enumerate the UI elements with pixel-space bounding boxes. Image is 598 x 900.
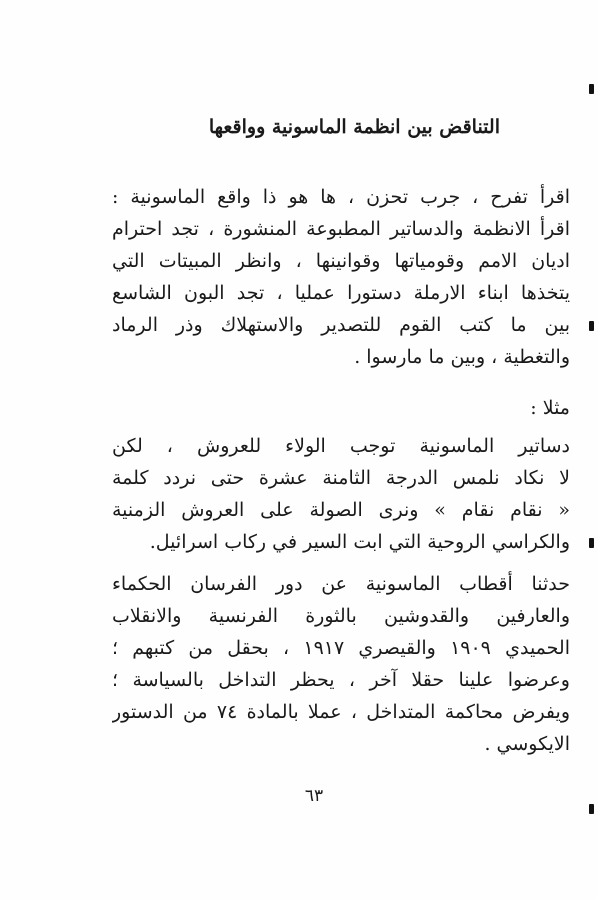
text-line: دساتير الماسونية توجب الولاء للعروش ، لكن bbox=[112, 435, 570, 457]
margin-mark bbox=[589, 321, 594, 331]
text-line: والعارفين والقدوشين بالثورة الفرنسية والانقلاب bbox=[112, 605, 570, 627]
text-line: لا نكاد نلمس الدرجة الثامنة عشرة حتى نردد كلمة bbox=[112, 467, 570, 489]
text-line: والتغطية ، وبين ما مارسوا . bbox=[354, 346, 570, 368]
text-line: وعرضوا علينا حقلا آخر ، يحظر التداخل بالسياسة ؛ bbox=[112, 669, 570, 691]
text-line: ويفرض محاكمة المتداخل ، عملا بالمادة ٧٤ من الدستور bbox=[112, 701, 570, 723]
text-line: اقرأ تفرح ، جرب تحزن ، ها هو ذا واقع الماسونية : bbox=[112, 186, 570, 208]
text-line: الحميدي ١٩٠٩ والقيصري ١٩١٧ ، بحقل من كتبهم ؛ bbox=[112, 637, 570, 659]
page-number: ٦٣ bbox=[304, 786, 324, 806]
text-line: « نقام نقام » ونرى الصولة على العروش الزمنية bbox=[112, 499, 570, 521]
text-line: اديان الامم وقومياتها وقوانينها ، وانظر المبيتات التي bbox=[112, 250, 570, 272]
text-line: الايكوسي . bbox=[484, 733, 570, 755]
text-line: والكراسي الروحية التي ابت السير في ركاب اسرائيل. bbox=[149, 531, 570, 553]
text-line: يتخذها ابناء الارملة دستورا عمليا ، تجد البون الشاسع bbox=[112, 282, 570, 304]
text-line: بين ما كتب القوم للتصدير والاستهلاك وذر الرماد bbox=[112, 314, 570, 336]
text-line: مثلا : bbox=[530, 397, 570, 419]
margin-mark bbox=[589, 84, 594, 94]
margin-mark bbox=[589, 804, 594, 814]
chapter-title: التناقض بين انظمة الماسونية وواقعها bbox=[208, 116, 500, 138]
margin-mark bbox=[589, 538, 594, 548]
text-line: اقرأ الانظمة والدساتير المطبوعة المنشورة ، تجد احترام bbox=[112, 218, 570, 240]
text-line: حدثنا أقطاب الماسونية عن دور الفرسان الحكماء bbox=[112, 573, 570, 595]
